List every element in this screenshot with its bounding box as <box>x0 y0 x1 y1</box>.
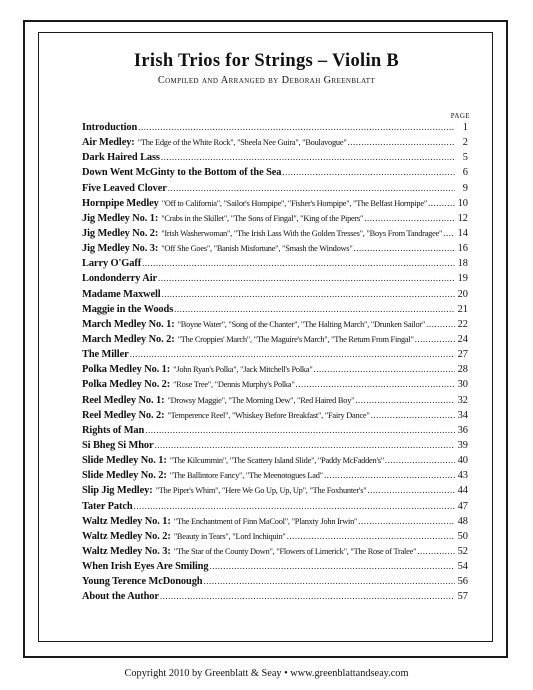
toc-entry-page-number: 40 <box>457 455 468 467</box>
toc-entry-tunes: "The Piper's Whim", "Here We Go Up, Up, Up", "The Foxhunter's" <box>155 486 367 496</box>
toc-entry <box>82 529 468 544</box>
toc-entry-page-number: 18 <box>457 258 468 270</box>
toc-entry-tunes: "Off She Goes", "Banish Misfortune", "Smash the Windows" <box>161 244 353 254</box>
toc-entry <box>82 544 468 559</box>
toc-entry <box>82 256 468 271</box>
toc-entry-tunes: "Temperence Reel", "Whiskey Before Breakfast", "Fairy Dance" <box>167 410 370 420</box>
toc-entry-page-number: 6 <box>462 167 468 179</box>
dot-leader <box>168 181 455 196</box>
toc-entry-title: Reel Medley No. 1: <box>82 394 165 406</box>
toc-entry-page-number: 24 <box>457 333 468 345</box>
toc-entry-tunes: "Irish Washerwoman", "The Irish Lass With the Golden Tresses", "Boys From Tandragee" <box>161 228 443 238</box>
toc-entry-title: Reel Medley No. 2: <box>82 409 165 421</box>
toc-entry-page-number: 12 <box>457 212 468 224</box>
dot-leader <box>160 589 455 604</box>
toc-entry-tunes: "Crabs in the Skillet", "The Sons of Fingal", "King of the Pipers" <box>161 213 364 223</box>
toc-entry <box>82 468 468 483</box>
toc-entry <box>82 438 468 453</box>
dot-leader <box>385 453 455 468</box>
dot-leader <box>314 362 456 377</box>
toc-entry <box>82 423 468 438</box>
table-of-contents <box>82 120 468 605</box>
dot-leader <box>295 377 455 392</box>
toc-entry-page-number: 16 <box>457 243 468 255</box>
toc-entry <box>82 483 468 498</box>
dot-leader <box>358 514 455 529</box>
toc-entry-title: Introduction <box>82 122 138 133</box>
toc-entry-title: Londonderry Air <box>82 273 157 285</box>
toc-entry-page-number: 54 <box>457 561 468 573</box>
toc-entry-title: Waltz Medley No. 2: <box>82 530 171 542</box>
toc-entry <box>82 196 468 211</box>
toc-entry-title: Tater Patch <box>82 500 133 512</box>
toc-entry-title: Slide Medley No. 2: <box>82 470 167 482</box>
toc-entry-page-number: 2 <box>462 137 468 149</box>
toc-entry-title: Waltz Medley No. 1: <box>82 515 171 527</box>
toc-entry-title: Rights of Man <box>82 424 145 436</box>
toc-entry-tunes: "The Croppies' March", "The Maguire's March", "The Return From Fingal" <box>177 334 414 344</box>
toc-entry-page-number: 10 <box>457 197 468 209</box>
toc-entry-page-number: 28 <box>457 364 468 376</box>
toc-entry <box>82 377 468 392</box>
dot-leader <box>367 483 455 498</box>
toc-entry-tunes: "Beauty in Tears", "Lord Inchiquin" <box>173 531 286 541</box>
toc-entry-title: Madame Maxwell <box>82 288 161 300</box>
dot-leader <box>443 226 455 241</box>
toc-entry-tunes: "Off to California", "Sailor's Hornpipe", "Fisher's Hornpipe", "The Belfast Hornpipe" <box>161 198 428 208</box>
dot-leader <box>428 196 455 211</box>
toc-entry-title: March Medley No. 1: <box>82 318 175 330</box>
dot-leader <box>348 135 456 150</box>
toc-entry-title: Jig Medley No. 1: <box>82 212 159 224</box>
toc-entry <box>82 408 468 423</box>
toc-entry-page-number: 9 <box>462 182 468 194</box>
toc-entry-tunes: "The Edge of the White Rock", "Sheela Nee Guira", "Boulavogue" <box>137 138 347 148</box>
toc-entry-title: Larry O'Gaff <box>82 258 142 270</box>
dot-leader <box>203 574 455 589</box>
toc-entry-page-number: 14 <box>457 227 468 239</box>
toc-entry-title: Slip Jig Medley: <box>82 485 153 497</box>
toc-entry-page-number: 32 <box>457 394 468 406</box>
toc-entry-title: About the Author <box>82 591 159 603</box>
toc-entry-tunes: "The Ballintore Fancy", "The Meenotogues Lad" <box>169 471 323 481</box>
page-column-heading: PAGE <box>450 112 470 120</box>
toc-entry-title: Jig Medley No. 2: <box>82 227 159 239</box>
toc-entry-page-number: 44 <box>457 485 468 497</box>
toc-entry-page-number: 36 <box>457 424 468 436</box>
toc-entry-page-number: 47 <box>457 500 468 512</box>
dot-leader <box>282 165 455 180</box>
toc-entry-title: Hornpipe Medley <box>82 197 159 209</box>
toc-entry-title: The Miller <box>82 349 129 361</box>
toc-entry-title: Si Bheg Si Mhor <box>82 439 154 451</box>
dot-leader <box>174 302 455 317</box>
copyright-footer: Copyright 2010 by Greenblatt & Seay • www.greenblattandseay.com <box>124 668 409 679</box>
toc-entry <box>82 241 468 256</box>
toc-entry-page-number: 52 <box>457 545 468 557</box>
toc-entry-title: Five Leaved Clover <box>82 182 167 194</box>
toc-entry <box>82 514 468 529</box>
toc-entry-page-number: 1 <box>462 122 468 133</box>
dot-leader <box>324 468 455 483</box>
toc-entry <box>82 347 468 362</box>
dot-leader <box>354 241 456 256</box>
toc-entry-page-number: 22 <box>457 318 468 330</box>
dot-leader <box>209 559 455 574</box>
toc-entry-tunes: "The Enchantment of Finn MaCool", "Planxty John Irwin" <box>173 516 358 526</box>
toc-entry-tunes: "Rose Tree", "Dennis Murphy's Polka" <box>173 380 295 390</box>
toc-entry <box>82 559 468 574</box>
dot-leader <box>355 393 455 408</box>
toc-entry <box>82 317 468 332</box>
dot-leader <box>415 332 455 347</box>
toc-entry-page-number: 19 <box>457 273 468 285</box>
toc-entry-page-number: 57 <box>457 591 468 603</box>
toc-entry-page-number: 48 <box>457 515 468 527</box>
dot-leader <box>364 211 455 226</box>
dot-leader <box>134 499 455 514</box>
toc-entry <box>82 211 468 226</box>
page-subtitle: Compiled and Arranged by Deborah Greenblatt <box>157 75 376 86</box>
toc-entry-tunes: "John Ryan's Polka", "Jack Mitchell's Polka" <box>173 365 313 375</box>
toc-entry-title: Dark Haired Lass <box>82 152 160 164</box>
toc-entry <box>82 362 468 377</box>
dot-leader <box>161 150 455 165</box>
dot-leader <box>417 544 455 559</box>
toc-entry-tunes: "Boyne Water", "Song of the Chanter", "The Halting March", "Drunken Sailor" <box>177 319 426 329</box>
toc-entry-page-number: 27 <box>457 349 468 361</box>
page-title: Irish Trios for Strings – Violin B <box>133 51 400 71</box>
toc-entry <box>82 393 468 408</box>
toc-entry-page-number: 5 <box>462 152 468 164</box>
toc-entry <box>82 120 468 135</box>
toc-entry <box>82 150 468 165</box>
toc-entry-page-number: 20 <box>457 288 468 300</box>
toc-entry-page-number: 43 <box>457 470 468 482</box>
dot-leader <box>145 423 455 438</box>
toc-entry-title: Jig Medley No. 3: <box>82 243 159 255</box>
dot-leader <box>162 287 455 302</box>
toc-entry-page-number: 30 <box>457 379 468 391</box>
toc-entry <box>82 574 468 589</box>
toc-entry <box>82 135 468 150</box>
toc-entry <box>82 499 468 514</box>
toc-entry-tunes: "The Kilcummin", "The Scattery Island Slide", "Paddy McFadden's" <box>169 456 384 466</box>
dot-leader <box>287 529 455 544</box>
toc-entry <box>82 453 468 468</box>
dot-leader <box>426 317 455 332</box>
toc-entry <box>82 271 468 286</box>
toc-entry <box>82 226 468 241</box>
toc-entry-title: Down Went McGinty to the Bottom of the Sea <box>82 167 282 179</box>
toc-entry <box>82 165 468 180</box>
toc-entry-title: Waltz Medley No. 3: <box>82 545 171 557</box>
dot-leader <box>138 120 455 135</box>
toc-entry <box>82 302 468 317</box>
dot-leader <box>155 438 455 453</box>
dot-leader <box>371 408 455 423</box>
toc-entry-title: March Medley No. 2: <box>82 333 175 345</box>
toc-entry-title: When Irish Eyes Are Smiling <box>82 561 209 573</box>
toc-entry <box>82 332 468 347</box>
toc-entry-title: Slide Medley No. 1: <box>82 455 167 467</box>
toc-entry-page-number: 21 <box>457 303 468 315</box>
toc-entry-page-number: 34 <box>457 409 468 421</box>
toc-entry-tunes: "Drowsy Maggie", "The Morning Dew", "Red Haired Boy" <box>167 395 355 405</box>
toc-entry-title: Young Terence McDonough <box>82 576 203 588</box>
toc-entry-title: Polka Medley No. 1: <box>82 364 171 376</box>
toc-entry <box>82 181 468 196</box>
toc-entry-title: Air Medley: <box>82 137 135 149</box>
toc-entry-page-number: 39 <box>457 439 468 451</box>
toc-entry-tunes: "The Star of the County Down", "Flowers of Limerick", "The Rose of Tralee" <box>173 546 417 556</box>
toc-entry <box>82 589 468 604</box>
dot-leader <box>142 256 455 271</box>
toc-entry <box>82 287 468 302</box>
dot-leader <box>158 271 455 286</box>
dot-leader <box>130 347 455 362</box>
toc-entry-title: Polka Medley No. 2: <box>82 379 171 391</box>
toc-entry-page-number: 50 <box>457 530 468 542</box>
toc-entry-title: Maggie in the Woods <box>82 303 174 315</box>
toc-entry-page-number: 56 <box>457 576 468 588</box>
